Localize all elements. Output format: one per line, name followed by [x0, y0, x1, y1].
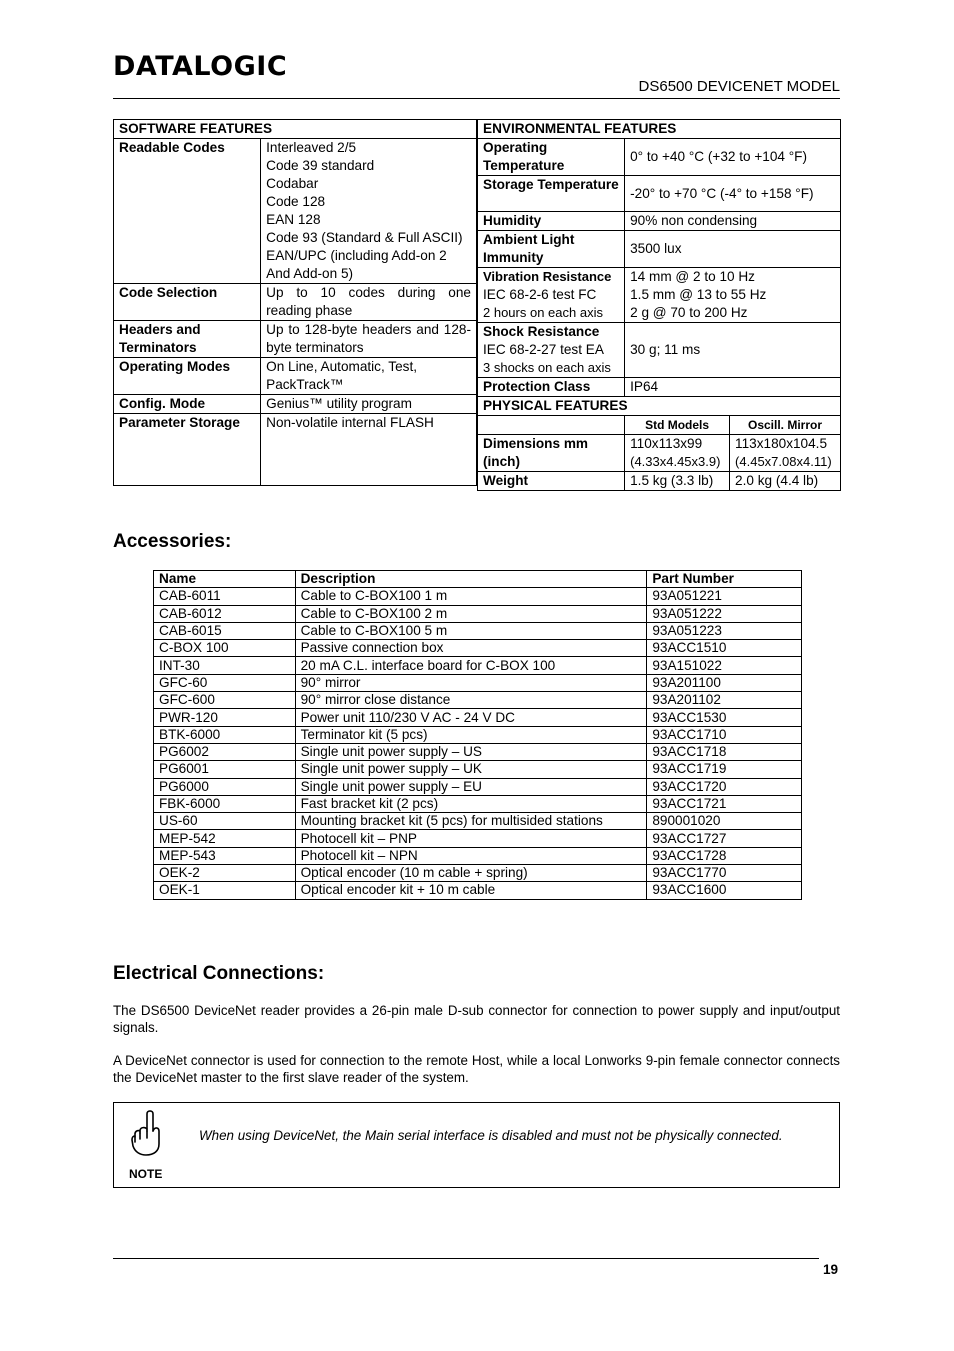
accessory-part-number: 93A151022	[647, 657, 802, 674]
datalogic-logo: DATALOGIC	[113, 51, 288, 82]
electrical-connections-heading: Electrical Connections:	[113, 963, 325, 984]
note-box	[113, 1102, 840, 1188]
accessory-description: Single unit power supply – EU	[295, 778, 647, 795]
accessory-name: FBK-6000	[154, 795, 296, 812]
accessory-description: 90° mirror	[295, 674, 647, 691]
code-item: Interleaved 2/5	[266, 140, 357, 155]
page-number: 19	[823, 1262, 839, 1277]
environmental-features-table	[477, 119, 841, 491]
note-label: NOTE	[129, 1167, 163, 1181]
accessory-name: CAB-6012	[154, 605, 296, 622]
accessory-part-number: 890001020	[647, 813, 802, 830]
code-item: EAN 128	[266, 212, 321, 227]
accessory-name: PG6000	[154, 778, 296, 795]
spec-sublabel: IEC 68-2-27 test EA	[483, 342, 604, 357]
accessory-part-number: 93ACC1718	[647, 743, 802, 760]
spec-label: Readable Codes	[114, 139, 261, 284]
code-item: And Add-on 5)	[266, 266, 354, 281]
table-row	[154, 865, 802, 882]
accessory-part-number: 93A201100	[647, 674, 802, 691]
spec-value: On Line, Automatic, Test, PackTrack™	[261, 358, 477, 395]
spec-value: 14 mm @ 2 to 10 Hz	[630, 269, 755, 284]
accessory-name: US-60	[154, 813, 296, 830]
accessory-name: INT-30	[154, 657, 296, 674]
dimensions-oscill	[730, 435, 841, 472]
spec-label: Headers and Terminators	[114, 321, 261, 358]
accessory-part-number: 93ACC1600	[647, 882, 802, 899]
table-row	[154, 692, 802, 709]
accessory-part-number: 93ACC1510	[647, 640, 802, 657]
spec-value: (4.33x4.45x3.9)	[630, 454, 721, 469]
accessory-name: C-BOX 100	[154, 640, 296, 657]
pointing-hand-icon	[130, 1109, 164, 1157]
software-features-table	[113, 119, 477, 486]
accessory-name: GFC-60	[154, 674, 296, 691]
software-features-heading: SOFTWARE FEATURES	[114, 120, 477, 139]
spec-label: Humidity	[478, 212, 625, 231]
column-header-part-number: Part Number	[647, 571, 802, 588]
spec-value: 0° to +40 °C (+32 to +104 °F)	[625, 139, 841, 176]
accessory-part-number: 93ACC1728	[647, 847, 802, 864]
spec-value: 1.5 kg (3.3 lb)	[625, 472, 730, 491]
accessory-part-number: 93ACC1719	[647, 761, 802, 778]
table-row	[154, 743, 802, 760]
spec-value: 113x180x104.5	[735, 436, 828, 451]
spec-label: Operating Temperature	[478, 139, 625, 176]
table-row	[154, 847, 802, 864]
spec-value: 110x113x99	[630, 436, 703, 451]
spec-label: Config. Mode	[114, 395, 261, 414]
accessory-description: Cable to C-BOX100 5 m	[295, 622, 647, 639]
accessory-part-number: 93ACC1530	[647, 709, 802, 726]
accessory-description: Optical encoder (10 m cable + spring)	[295, 865, 647, 882]
table-row	[154, 605, 802, 622]
accessory-description: Power unit 110/230 V AC - 24 V DC	[295, 709, 647, 726]
spec-label: Storage Temperature	[478, 176, 625, 212]
spec-label: Vibration Resistance	[483, 269, 612, 284]
spec-label: Weight	[478, 472, 625, 491]
dimensions-std	[625, 435, 730, 472]
accessory-description: Single unit power supply – UK	[295, 761, 647, 778]
table-row	[154, 657, 802, 674]
body-paragraph: A DeviceNet connector is used for connection to the remote Host, while a local Lonworks 9-pin female connector connects the DeviceNet master to the first slave reader of the system.	[113, 1053, 840, 1085]
column-header-oscill-mirror: Oscill. Mirror	[730, 416, 841, 435]
accessory-part-number: 93ACC1710	[647, 726, 802, 743]
table-row	[154, 882, 802, 899]
accessory-description: Single unit power supply – US	[295, 743, 647, 760]
vibration-values	[625, 268, 841, 323]
body-paragraph: The DS6500 DeviceNet reader provides a 26-pin male D-sub connector for connection to power supply and input/output signals.	[113, 1003, 840, 1035]
accessory-description: 20 mA C.L. interface board for C-BOX 100	[295, 657, 647, 674]
accessory-description: Optical encoder kit + 10 m cable	[295, 882, 647, 899]
spec-value: 2.0 kg (4.4 lb)	[730, 472, 841, 491]
code-item: EAN/UPC (including Add-on 2	[266, 248, 447, 263]
accessory-description: 90° mirror close distance	[295, 692, 647, 709]
accessory-part-number: 93ACC1770	[647, 865, 802, 882]
document-model-title: DS6500 DEVICENET MODEL	[638, 78, 840, 95]
header-rule	[113, 98, 840, 99]
table-header-row	[154, 571, 802, 588]
footer-rule	[113, 1258, 819, 1259]
spec-label: Ambient Light Immunity	[478, 231, 625, 268]
spec-value: IP64	[625, 378, 841, 397]
accessories-rows	[154, 588, 802, 899]
readable-codes-list	[261, 139, 477, 284]
accessory-description: Photocell kit – PNP	[295, 830, 647, 847]
environmental-features-heading: ENVIRONMENTAL FEATURES	[478, 120, 841, 139]
spec-value: Up to 10 codes during one reading phase	[261, 284, 477, 321]
accessory-description: Passive connection box	[295, 640, 647, 657]
accessory-part-number: 93ACC1720	[647, 778, 802, 795]
vibration-resistance-cell	[478, 268, 625, 323]
code-item: Codabar	[266, 176, 319, 191]
accessory-name: PWR-120	[154, 709, 296, 726]
spec-sublabel: 3 shocks on each axis	[483, 360, 611, 375]
table-row	[154, 709, 802, 726]
shock-resistance-cell	[478, 323, 625, 378]
table-row	[154, 622, 802, 639]
table-row	[154, 588, 802, 605]
accessory-part-number: 93A201102	[647, 692, 802, 709]
accessory-part-number: 93ACC1721	[647, 795, 802, 812]
accessory-description: Terminator kit (5 pcs)	[295, 726, 647, 743]
accessories-table	[153, 570, 802, 900]
accessory-name: PG6001	[154, 761, 296, 778]
spec-value: 3500 lux	[625, 231, 841, 268]
accessory-part-number: 93A051221	[647, 588, 802, 605]
physical-features-heading: PHYSICAL FEATURES	[478, 397, 841, 416]
accessory-part-number: 93A051222	[647, 605, 802, 622]
spec-value: 90% non condensing	[625, 212, 841, 231]
accessory-part-number: 93ACC1727	[647, 830, 802, 847]
spec-label: Shock Resistance	[483, 324, 600, 339]
accessory-name: MEP-543	[154, 847, 296, 864]
column-header-std-models: Std Models	[625, 416, 730, 435]
table-row	[154, 674, 802, 691]
spec-label: Dimensions mm (inch)	[478, 435, 625, 472]
accessory-name: MEP-542	[154, 830, 296, 847]
spec-sublabel: IEC 68-2-6 test FC	[483, 287, 597, 302]
accessory-name: GFC-600	[154, 692, 296, 709]
accessory-name: PG6002	[154, 743, 296, 760]
spec-value: Up to 128-byte headers and 128-byte terminators	[261, 321, 477, 358]
spec-label: Code Selection	[114, 284, 261, 321]
spec-label: Operating Modes	[114, 358, 261, 395]
accessory-description: Cable to C-BOX100 2 m	[295, 605, 647, 622]
spec-value: 2 g @ 70 to 200 Hz	[630, 305, 748, 320]
column-header-name: Name	[154, 571, 296, 588]
accessory-description: Photocell kit – NPN	[295, 847, 647, 864]
accessory-description: Cable to C-BOX100 1 m	[295, 588, 647, 605]
column-header-description: Description	[295, 571, 647, 588]
code-item: Code 93 (Standard & Full ASCII)	[266, 230, 463, 245]
spec-label: Protection Class	[478, 378, 625, 397]
accessory-name: CAB-6011	[154, 588, 296, 605]
table-row	[154, 830, 802, 847]
spec-value: -20° to +70 °C (-4° to +158 °F)	[625, 176, 841, 212]
table-row	[154, 795, 802, 812]
table-row	[154, 813, 802, 830]
accessory-name: OEK-1	[154, 882, 296, 899]
code-item: Code 39 standard	[266, 158, 375, 173]
accessory-description: Fast bracket kit (2 pcs)	[295, 795, 647, 812]
spec-value: (4.45x7.08x4.11)	[735, 454, 832, 469]
spec-value: 1.5 mm @ 13 to 55 Hz	[630, 287, 767, 302]
code-item: Code 128	[266, 194, 326, 209]
spec-value: Non-volatile internal FLASH	[261, 414, 477, 486]
table-row	[154, 640, 802, 657]
accessories-heading: Accessories:	[113, 531, 232, 552]
accessory-part-number: 93A051223	[647, 622, 802, 639]
spec-value: Genius™ utility program	[261, 395, 477, 414]
accessory-name: BTK-6000	[154, 726, 296, 743]
table-row	[154, 726, 802, 743]
spec-value: 30 g; 11 ms	[625, 323, 841, 378]
empty-cell	[478, 416, 625, 435]
spec-label: Parameter Storage	[114, 414, 261, 486]
accessory-name: OEK-2	[154, 865, 296, 882]
table-row	[154, 778, 802, 795]
accessory-name: CAB-6015	[154, 622, 296, 639]
table-row	[154, 761, 802, 778]
accessory-description: Mounting bracket kit (5 pcs) for multisided stations	[295, 813, 647, 830]
note-text: When using DeviceNet, the Main serial interface is disabled and must not be physically connected.	[199, 1128, 783, 1143]
spec-sublabel: 2 hours on each axis	[483, 305, 603, 320]
